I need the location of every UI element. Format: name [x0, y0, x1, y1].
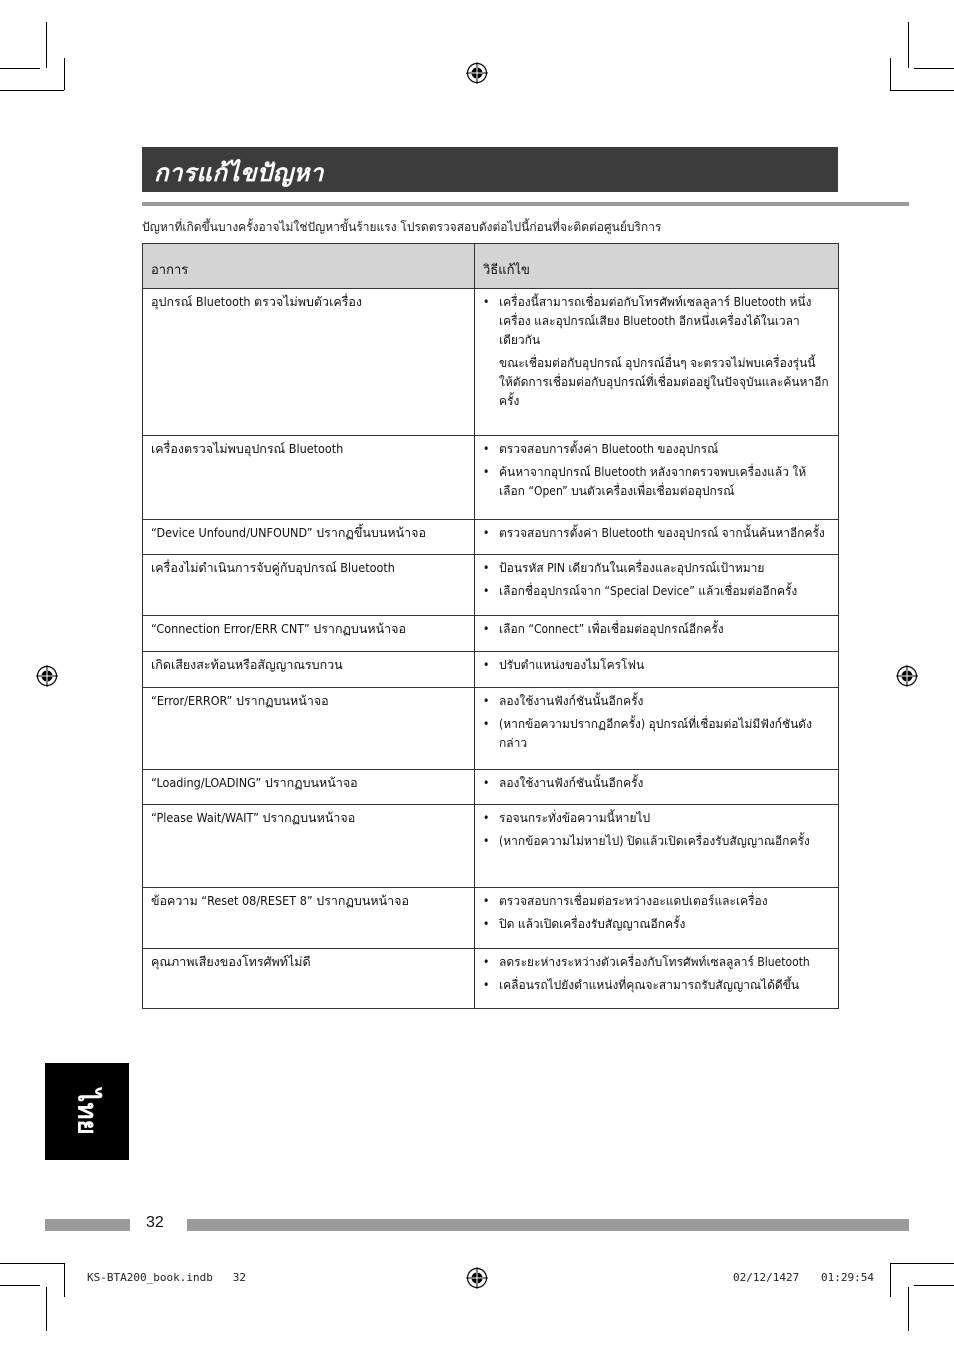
remedy-cell: [475, 949, 839, 1009]
table-row: [143, 616, 839, 652]
remedy-cell: [475, 805, 839, 888]
page-bar-left: [45, 1219, 130, 1231]
crop-mark: [64, 1263, 65, 1297]
crop-mark: [0, 90, 64, 91]
crop-mark: [0, 68, 40, 69]
remedy-item: • ตรวจสอบการตั้งค่า Bluetooth ของอุปกรณ์ จากนั้นค้นหาอีกครั้ง: [483, 524, 830, 543]
symptom-cell: “Connection Error/ERR CNT” ปรากฏบนหน้าจอ: [143, 616, 475, 652]
table-row: [143, 520, 839, 555]
footer-date: 02/12/1427: [733, 1271, 800, 1284]
crop-mark: [46, 1287, 47, 1331]
troubleshooting-table: [142, 243, 839, 1009]
symptom-cell: เกิดเสียงสะท้อนหรือสัญญาณรบกวน: [143, 652, 475, 688]
table-row: [143, 289, 839, 436]
crop-mark: [890, 1263, 891, 1297]
symptom-cell: คุณภาพเสียงของโทรศัพท์ไม่ดี: [143, 949, 475, 1009]
page-number: 32: [146, 1214, 164, 1231]
section-title-bar: [142, 147, 838, 192]
registration-mark-icon: [36, 665, 58, 687]
remedy-cell: [475, 652, 839, 688]
symptom-column-header: อาการ: [143, 244, 475, 289]
symptom-cell: “Device Unfound/UNFOUND” ปรากฏขึ้นบนหน้าจอ: [143, 520, 475, 555]
remedy-item: • ค้นหาจากอุปกรณ์ Bluetooth หลังจากตรวจพบเครื่องแล้ว ให้เลือก “Open” บนตัวเครื่องเพื่อเชื่อมต่ออุปกรณ์: [483, 463, 830, 501]
crop-mark: [64, 58, 65, 90]
page-bar-right: [187, 1219, 909, 1231]
intro-text: ปัญหาที่เกิดขึ้นบางครั้งอาจไม่ใช่ปัญหาขั้นร้ายแรง โปรดตรวจสอบดังต่อไปนี้ก่อนที่จะติดต่อศูนย์บริการ: [142, 220, 662, 234]
crop-mark: [0, 1285, 40, 1286]
table-row: [143, 949, 839, 1009]
remedy-item: • ป้อนรหัส PIN เดียวกันในเครื่องและอุปกรณ์เป้าหมาย: [483, 559, 830, 578]
remedy-cell: [475, 436, 839, 520]
remedy-cell: [475, 520, 839, 555]
remedy-item: • เคลื่อนรถไปยังตำแหน่งที่คุณจะสามารถรับสัญญาณได้ดีขึ้น: [483, 976, 830, 995]
table-row: [143, 888, 839, 949]
crop-mark: [908, 22, 909, 68]
registration-mark-icon: [466, 62, 488, 84]
remedy-item: • ตรวจสอบการตั้งค่า Bluetooth ของอุปกรณ์: [483, 440, 830, 459]
remedy-item: • ลองใช้งานฟังก์ชันนั้นอีกครั้ง: [483, 774, 830, 793]
remedy-column-header: วิธีแก้ไข: [475, 244, 839, 289]
remedy-item: • ปรับตำแหน่งของไมโครโฟน: [483, 656, 830, 675]
remedy-item: • ตรวจสอบการเชื่อมต่อระหว่างอะแดปเตอร์และเครื่อง: [483, 892, 830, 911]
symptom-cell: “Error/ERROR” ปรากฏบนหน้าจอ: [143, 688, 475, 770]
table-row: [143, 555, 839, 616]
footer-time: 01:29:54: [821, 1271, 874, 1284]
remedy-note: ขณะเชื่อมต่อกับอุปกรณ์ อุปกรณ์อื่นๆ จะตรวจไม่พบเครื่องรุ่นนี้ ให้ตัดการเชื่อมต่อกับอุปกรณ์ที่เชื่อมต่ออยู่ในปัจจุบันและค้นหาอีกครั้ง: [499, 356, 829, 408]
remedy-item: • (หากข้อความไม่หายไป) ปิดแล้วเปิดเครื่องรับสัญญาณอีกครั้ง: [483, 832, 830, 851]
table-row: [143, 436, 839, 520]
remedy-item: • รอจนกระทั่งข้อความนี้หายไป: [483, 809, 830, 828]
remedy-cell: [475, 555, 839, 616]
crop-mark: [890, 58, 891, 90]
symptom-cell: “Loading/LOADING” ปรากฏบนหน้าจอ: [143, 770, 475, 805]
symptom-cell: อุปกรณ์ Bluetooth ตรวจไม่พบตัวเครื่อง: [143, 289, 475, 436]
remedy-cell: [475, 770, 839, 805]
crop-mark: [914, 1285, 954, 1286]
language-tab: [45, 1063, 129, 1160]
title-divider: [142, 202, 909, 206]
remedy-item: • ลองใช้งานฟังก์ชันนั้นอีกครั้ง: [483, 692, 830, 711]
remedy-cell: [475, 616, 839, 652]
page-title: การแก้ไขปัญหา: [154, 158, 324, 187]
remedy-item: • เครื่องนี้สามารถเชื่อมต่อกับโทรศัพท์เซลลูลาร์ Bluetooth หนึ่งเครื่อง และอุปกรณ์เสียง Bluetooth อีกหนึ่งเครื่องได้ในเวลาเดียวกัน: [483, 293, 830, 350]
remedy-cell: [475, 688, 839, 770]
symptom-cell: ข้อความ “Reset 08/RESET 8” ปรากฏบนหน้าจอ: [143, 888, 475, 949]
table-header-row: [143, 244, 839, 289]
symptom-cell: เครื่องไม่ดำเนินการจับคู่กับอุปกรณ์ Bluetooth: [143, 555, 475, 616]
table-row: [143, 805, 839, 888]
registration-mark-icon: [466, 1267, 488, 1289]
crop-mark: [908, 1287, 909, 1331]
symptom-cell: เครื่องตรวจไม่พบอุปกรณ์ Bluetooth: [143, 436, 475, 520]
remedy-cell: [475, 888, 839, 949]
table-row: [143, 652, 839, 688]
remedy-cell: [475, 289, 839, 436]
symptom-cell: “Please Wait/WAIT” ปรากฏบนหน้าจอ: [143, 805, 475, 888]
crop-mark: [46, 22, 47, 68]
table-row: [143, 688, 839, 770]
crop-mark: [890, 90, 954, 91]
footer-file: KS-BTA200_book.indb 32: [87, 1271, 246, 1284]
remedy-item: • (หากข้อความปรากฏอีกครั้ง) อุปกรณ์ที่เชื่อมต่อไม่มีฟังก์ชันดังกล่าว: [483, 715, 830, 753]
remedy-item: • ลดระยะห่างระหว่างตัวเครื่องกับโทรศัพท์เซลลูลาร์ Bluetooth: [483, 953, 830, 972]
crop-mark: [0, 1263, 64, 1264]
remedy-item: • เลือก “Connect” เพื่อเชื่อมต่ออุปกรณ์อีกครั้ง: [483, 620, 830, 639]
crop-mark: [890, 1263, 954, 1264]
remedy-item: • ปิด แล้วเปิดเครื่องรับสัญญาณอีกครั้ง: [483, 915, 830, 934]
crop-mark: [914, 68, 954, 69]
registration-mark-icon: [896, 665, 918, 687]
language-tab-label: ไทย: [71, 1088, 102, 1135]
remedy-item: • เลือกชื่ออุปกรณ์จาก “Special Device” แล้วเชื่อมต่ออีกครั้ง: [483, 582, 830, 601]
table-row: [143, 770, 839, 805]
